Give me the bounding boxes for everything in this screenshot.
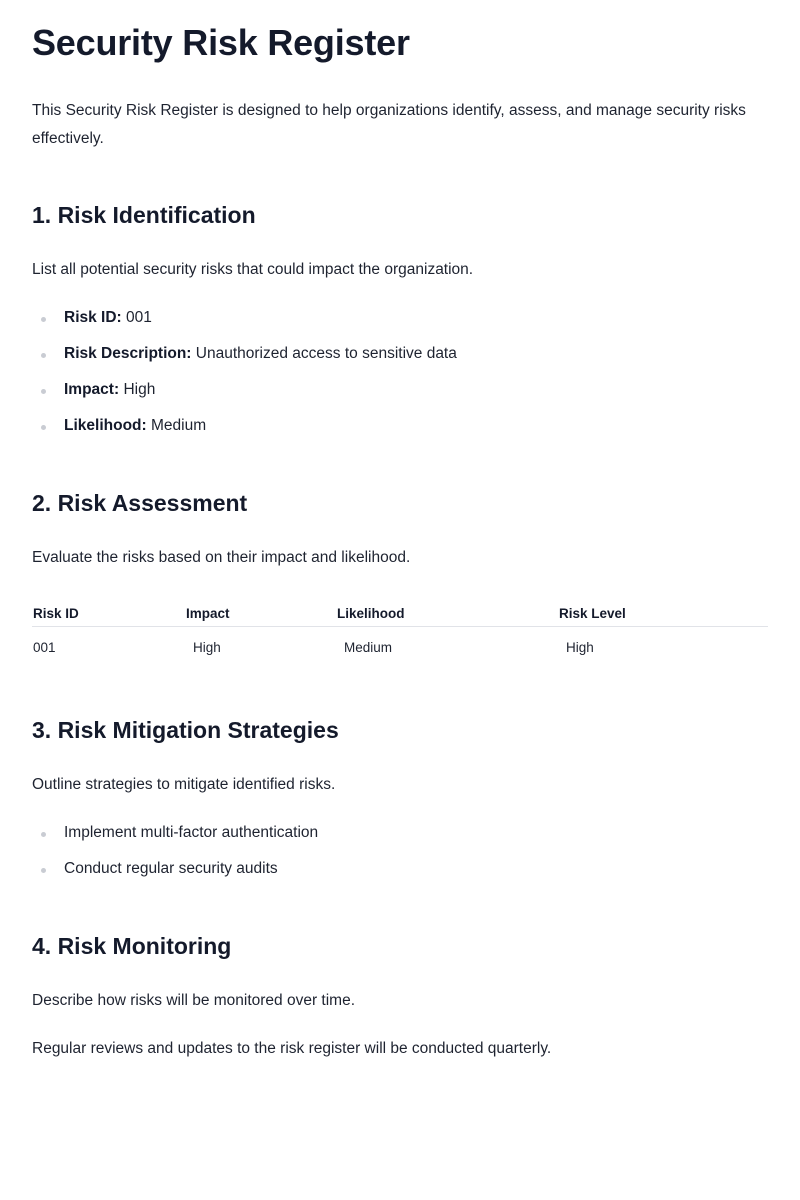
bullet-icon: [41, 317, 46, 322]
bullet-icon: [41, 868, 46, 873]
intro-paragraph: This Security Risk Register is designed to help organizations identify, assess, and manage security risks effectively.: [32, 102, 746, 147]
mitigation-strategies-list: [32, 823, 318, 895]
list-item: [32, 344, 457, 380]
list-item: [32, 416, 457, 452]
column-header-impact: Impact: [185, 600, 336, 627]
list-item: [32, 380, 457, 416]
column-header-risk-level: Risk Level: [558, 600, 768, 627]
section-heading-mitigation: 3. Risk Mitigation Strategies: [32, 717, 339, 743]
section-heading-monitoring: 4. Risk Monitoring: [32, 933, 232, 959]
strategy-text: Implement multi-factor authentication: [64, 824, 319, 841]
section-description-identification: List all potential security risks that could impact the organization.: [32, 261, 474, 278]
field-value: Medium: [150, 417, 207, 434]
bullet-icon: [41, 425, 46, 430]
monitoring-detail: Regular reviews and updates to the risk register will be conducted quarterly.: [32, 1040, 552, 1057]
bullet-icon: [41, 353, 46, 358]
field-label: Impact:: [64, 381, 120, 398]
page-title: Security Risk Register: [32, 22, 410, 63]
cell-impact: High: [193, 639, 221, 655]
section-heading-identification: 1. Risk Identification: [32, 202, 256, 228]
field-label: Risk ID:: [64, 309, 122, 326]
column-header-risk-id: Risk ID: [32, 600, 185, 627]
list-item: [32, 859, 318, 895]
list-item: [32, 308, 457, 344]
section-description-mitigation: Outline strategies to mitigate identified risks.: [32, 776, 336, 793]
strategy-text: Conduct regular security audits: [64, 860, 278, 877]
column-header-likelihood: Likelihood: [336, 600, 558, 627]
section-heading-assessment: 2. Risk Assessment: [32, 490, 248, 516]
cell-risk-id: 001: [33, 639, 56, 655]
table-row: [32, 627, 768, 668]
bullet-icon: [41, 832, 46, 837]
field-label: Risk Description:: [64, 345, 192, 362]
cell-likelihood: Medium: [344, 639, 393, 655]
table-header-row: [32, 600, 768, 627]
bullet-icon: [41, 389, 46, 394]
field-value: 001: [126, 309, 152, 326]
list-item: [32, 823, 318, 859]
section-description-monitoring: Describe how risks will be monitored over time.: [32, 992, 356, 1009]
section-description-assessment: Evaluate the risks based on their impact and likelihood.: [32, 549, 411, 566]
risk-assessment-table: [32, 600, 768, 667]
field-label: Likelihood:: [64, 417, 147, 434]
risk-identification-list: [32, 308, 457, 452]
field-value: Unauthorized access to sensitive data: [195, 345, 457, 362]
cell-risk-level: High: [566, 639, 594, 655]
field-value: High: [123, 381, 156, 398]
